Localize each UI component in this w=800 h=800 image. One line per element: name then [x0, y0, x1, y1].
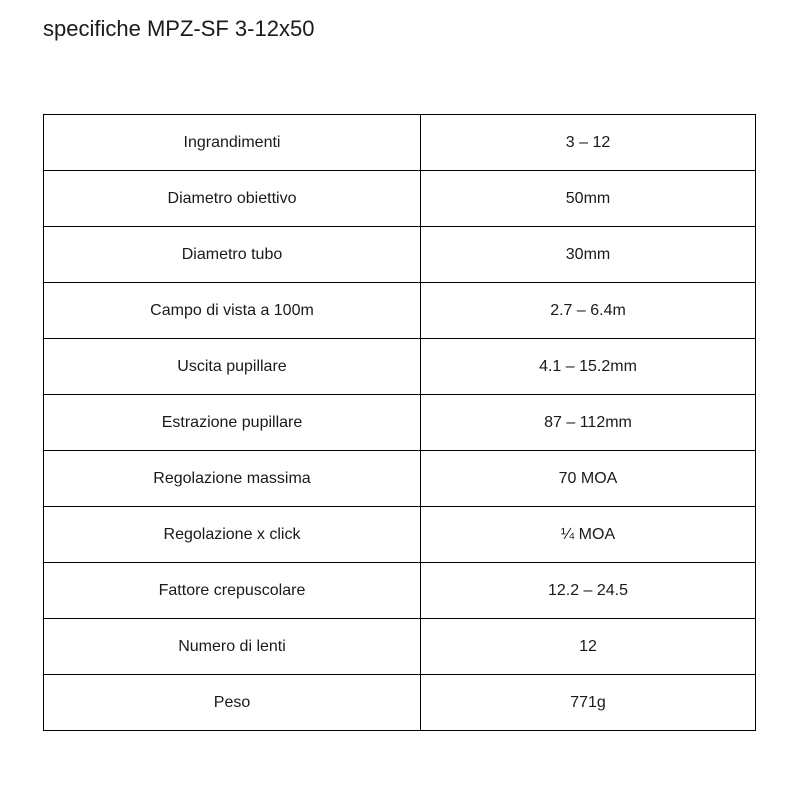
- page-title: specifiche MPZ-SF 3-12x50: [43, 16, 315, 41]
- spec-label: Uscita pupillare: [44, 339, 421, 395]
- spec-value: 4.1 – 15.2mm: [421, 339, 756, 395]
- table-row: [44, 675, 756, 731]
- spec-label: Fattore crepuscolare: [44, 563, 421, 619]
- table-row: [44, 283, 756, 339]
- spec-value: 2.7 – 6.4m: [421, 283, 756, 339]
- table-row: [44, 563, 756, 619]
- spec-label: Campo di vista a 100m: [44, 283, 421, 339]
- table-row: [44, 171, 756, 227]
- table-row: [44, 115, 756, 171]
- spec-label: Estrazione pupillare: [44, 395, 421, 451]
- spec-value: ¼ MOA: [421, 507, 756, 563]
- table-row: [44, 339, 756, 395]
- table-row: [44, 451, 756, 507]
- spec-label: Diametro obiettivo: [44, 171, 421, 227]
- spec-label: Regolazione massima: [44, 451, 421, 507]
- spec-label: Ingrandimenti: [44, 115, 421, 171]
- spec-label: Numero di lenti: [44, 619, 421, 675]
- spec-value: 50mm: [421, 171, 756, 227]
- table-row: [44, 619, 756, 675]
- spec-table-body: [44, 115, 756, 731]
- spec-label: Regolazione x click: [44, 507, 421, 563]
- spec-value: 771g: [421, 675, 756, 731]
- spec-value: 12: [421, 619, 756, 675]
- spec-value: 3 – 12: [421, 115, 756, 171]
- spec-value: 12.2 – 24.5: [421, 563, 756, 619]
- table-row: [44, 395, 756, 451]
- table-row: [44, 507, 756, 563]
- spec-value: 87 – 112mm: [421, 395, 756, 451]
- spec-value: 30mm: [421, 227, 756, 283]
- spec-table: [43, 114, 756, 731]
- table-row: [44, 227, 756, 283]
- spec-value: 70 MOA: [421, 451, 756, 507]
- spec-label: Peso: [44, 675, 421, 731]
- spec-label: Diametro tubo: [44, 227, 421, 283]
